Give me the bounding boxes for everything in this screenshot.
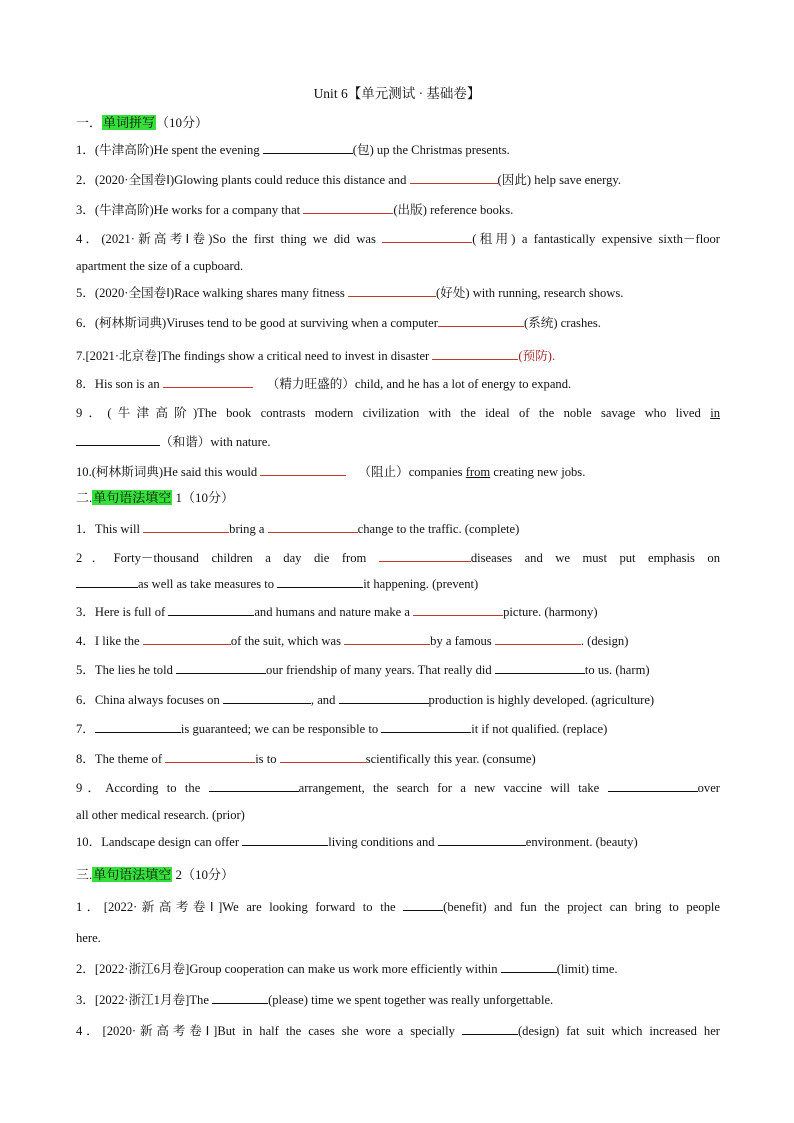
section-3-heading: 三.单句语法填空 2（10分） [76,867,235,882]
q1-item-4b: apartment the size of a cupboard. [76,259,244,273]
q1-item-2: 2．(2020·全国卷Ⅰ)Glowing plants could reduce this distance and (因此) help save energy. [76,173,621,187]
section-1-highlight: 单词拼写 [103,115,156,130]
q1-item-10: 10.(柯林斯词典)He said this would （阻止）companies from creating new jobs. [76,465,586,479]
q1-item-1: 1．(牛津高阶)He spent the evening (包) up the Christmas presents. [76,143,510,157]
section-3-highlight: 单句语法填空 [93,867,172,882]
q1-item-6: 6．(柯林斯词典)Viruses tend to be good at surviving when a computer (系统) crashes. [76,316,601,330]
q2-item-9b: all other medical research. (prior) [76,808,245,822]
q3-item-4: 4．[2020·新高考卷Ⅰ]But in half the cases she wore a specially (design) fat suit which increased her [76,1024,720,1038]
q2-item-8: 8．The theme of is to scientifically this year. (consume) [76,752,536,766]
page-title: Unit 6【单元测试 · 基础卷】 [313,86,481,101]
q2-item-7: 7． is guaranteed; we can be responsible to it if not qualified. (replace) [76,722,608,736]
q3-item-2: 2．[2022·浙江6月卷]Group cooperation can make us work more efficiently within (limit) time. [76,962,618,976]
q2-item-2b: as well as take measures to it happening. (prevent) [76,576,720,592]
q2-item-6: 6．China always focuses on , and production is highly developed. (agriculture) [76,693,655,707]
q2-item-4: 4．I like the of the suit, which was by a famous . (design) [76,634,629,648]
q3-item-1b: here. [76,931,101,945]
section-1-heading: 一．单词拼写（10分） [76,115,209,130]
q3-item-3: 3．[2022·浙江1月卷]The (please) time we spent together was really unforgettable. [76,993,554,1007]
q1-item-7: 7.[2021·北京卷]The findings show a critical need to invest in disaster (预防). [76,349,556,363]
section-2-heading: 二.单句语法填空 1（10分） [76,490,235,505]
q1-item-8: 8．His son is an （精力旺盛的）child, and he has a lot of energy to expand. [76,377,572,391]
q2-item-3: 3．Here is full of and humans and nature make a picture. (harmony) [76,605,598,619]
section-2-highlight: 单句语法填空 [93,490,172,505]
q2-item-1: 1．This will bring a change to the traffic. (complete) [76,522,520,536]
q2-item-5: 5．The lies he told our friendship of many years. That really did to us. (harm) [76,663,650,677]
q1-item-3: 3．(牛津高阶)He works for a company that (出版) reference books. [76,203,514,217]
q2-item-10: 10．Landscape design can offer living conditions and environment. (beauty) [76,835,638,849]
q1-item-9b: （和谐）with nature. [76,434,720,450]
q2-item-2a: 2．Forty－thousand children a day die from diseases and we must put emphasis on [76,551,720,565]
q1-item-9a: 9．(牛津高阶)The book contrasts modern civilization with the ideal of the noble savage who lived in [76,406,720,420]
q3-item-1a: 1．[2022·新高考卷Ⅰ]We are looking forward to the (benefit) and fun the project can bring to people [76,900,720,914]
q1-item-4a: 4．(2021·新高考Ⅰ卷)So the first thing we did was (租用) a fantastically expensive sixth－floor [76,232,721,246]
q1-item-5: 5．(2020·全国卷Ⅰ)Race walking shares many fitness (好处) with running, research shows. [76,286,624,300]
q2-item-9a: 9．According to the arrangement, the search for a new vaccine will take over [76,781,720,795]
